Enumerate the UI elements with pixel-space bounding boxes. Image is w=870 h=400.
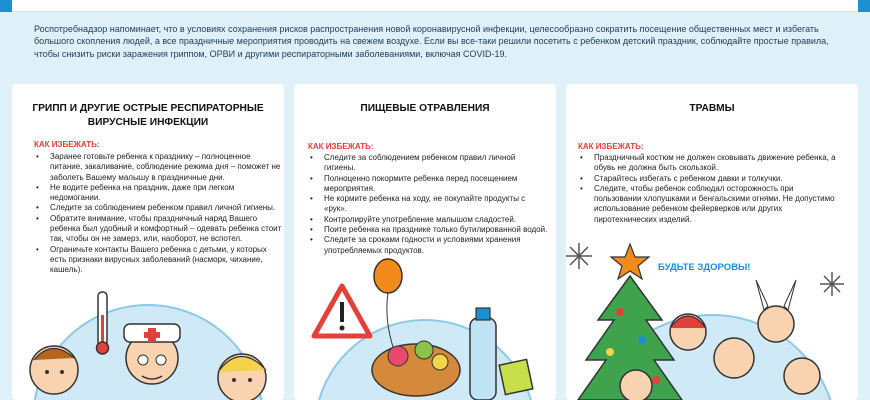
flu-title: ГРИПП И ДРУГИЕ ОСТРЫЕ РЕСПИРАТОРНЫЕ ВИРУСНЫЕ ИНФЕКЦИИ [32,103,264,128]
food-illustration [294,250,556,400]
flu-list [34,152,284,276]
list-item: • Контролируйте употребление малышом сладостей. [308,215,548,225]
top-banner [0,0,870,12]
list-item: • Полноценно покормите ребенка перед посещением мероприятия. [308,174,548,195]
list-item: • Старайтесь избегать с ребенком давки и толкучки. [578,174,840,184]
sick-children-illustration [12,280,284,400]
food-list [308,153,548,256]
flu-column [12,84,284,400]
top-banner-strip [12,0,858,12]
list-item: • Поите ребенка на празднике только бутилированной водой. [308,225,548,235]
star-icon [611,244,649,279]
list-item: • Обратите внимание, чтобы праздничный наряд Вашего ребенка был удобный и комфортный – одевать ребенка стоит так, чтобы он не замерз, или, наоборот, не вспотел. [34,214,284,245]
snowflake-icon [566,243,592,269]
injuries-title: ТРАВМЫ [689,103,735,114]
list-item: • Ограничьте контакты Вашего ребенка с детьми, у которых есть признаки вирусных заболеваний (насморк, чихание, кашель). [34,245,284,276]
list-item: • Следите за сроками годности и условиями хранения употребляемых продуктов. [308,235,548,256]
list-item: • Не водите ребенка на праздник, даже при легком недомогании. [34,183,284,204]
flu-how-to-avoid: КАК ИЗБЕЖАТЬ: [34,140,100,149]
snowflake-icon [820,272,844,296]
water-bottle-icon [470,308,496,400]
list-item: • Следите, чтобы ребенок соблюдал осторожность при пользовании хлопушками и бенгальскими огнями. Не допустимо использование ребенком фейерверков или других пиротехнических изделий. [578,184,840,225]
be-healthy-slogan: БУДЬТЕ ЗДОРОВЫ! [658,262,751,273]
list-item: • Праздничный костюм не должен сковывать движение ребенка, а обувь не должна быть скользкой. [578,153,840,174]
list-item: • Следите за соблюдением ребенком правил личной гигиены. [34,203,284,213]
injuries-column [566,84,858,400]
list-item: • Не кормите ребенка на ходу, не покупайте продукты с «рук». [308,194,548,215]
thermometer-icon [97,292,109,354]
list-item: • Следите за соблюдением ребенком правил личной гигиены. [308,153,548,174]
food-title: ПИЩЕВЫЕ ОТРАВЛЕНИЯ [360,103,490,114]
list-item: • Заранее готовьте ребенка к празднику – полноценное питание, закаливание, соблюдение режима дня – поможет не заболеть Вашему малышу в праздничные дни. [34,152,284,183]
food-poisoning-column [294,84,556,400]
food-how-to-avoid: КАК ИЗБЕЖАТЬ: [308,142,374,151]
intro-paragraph: Роспотребнадзор напоминает, что в условиях сохранения рисков распространения новой коронавирусной инфекции, целесообразно сократить посещение общественных мест и избегать большого скопления людей, а все праздничные мероприятия проводить на свежем воздухе. Если вы все-таки решили посетить с ребенком детский праздник, соблюдайте простые правила, чтобы снизить риски заражения гриппом, ОРВИ и другими респираторными заболеваниями, включая COVID-19. [34,24,829,59]
warning-sign-icon [314,286,370,336]
injuries-list [578,153,840,225]
injuries-how-to-avoid: КАК ИЗБЕЖАТЬ: [578,142,644,151]
